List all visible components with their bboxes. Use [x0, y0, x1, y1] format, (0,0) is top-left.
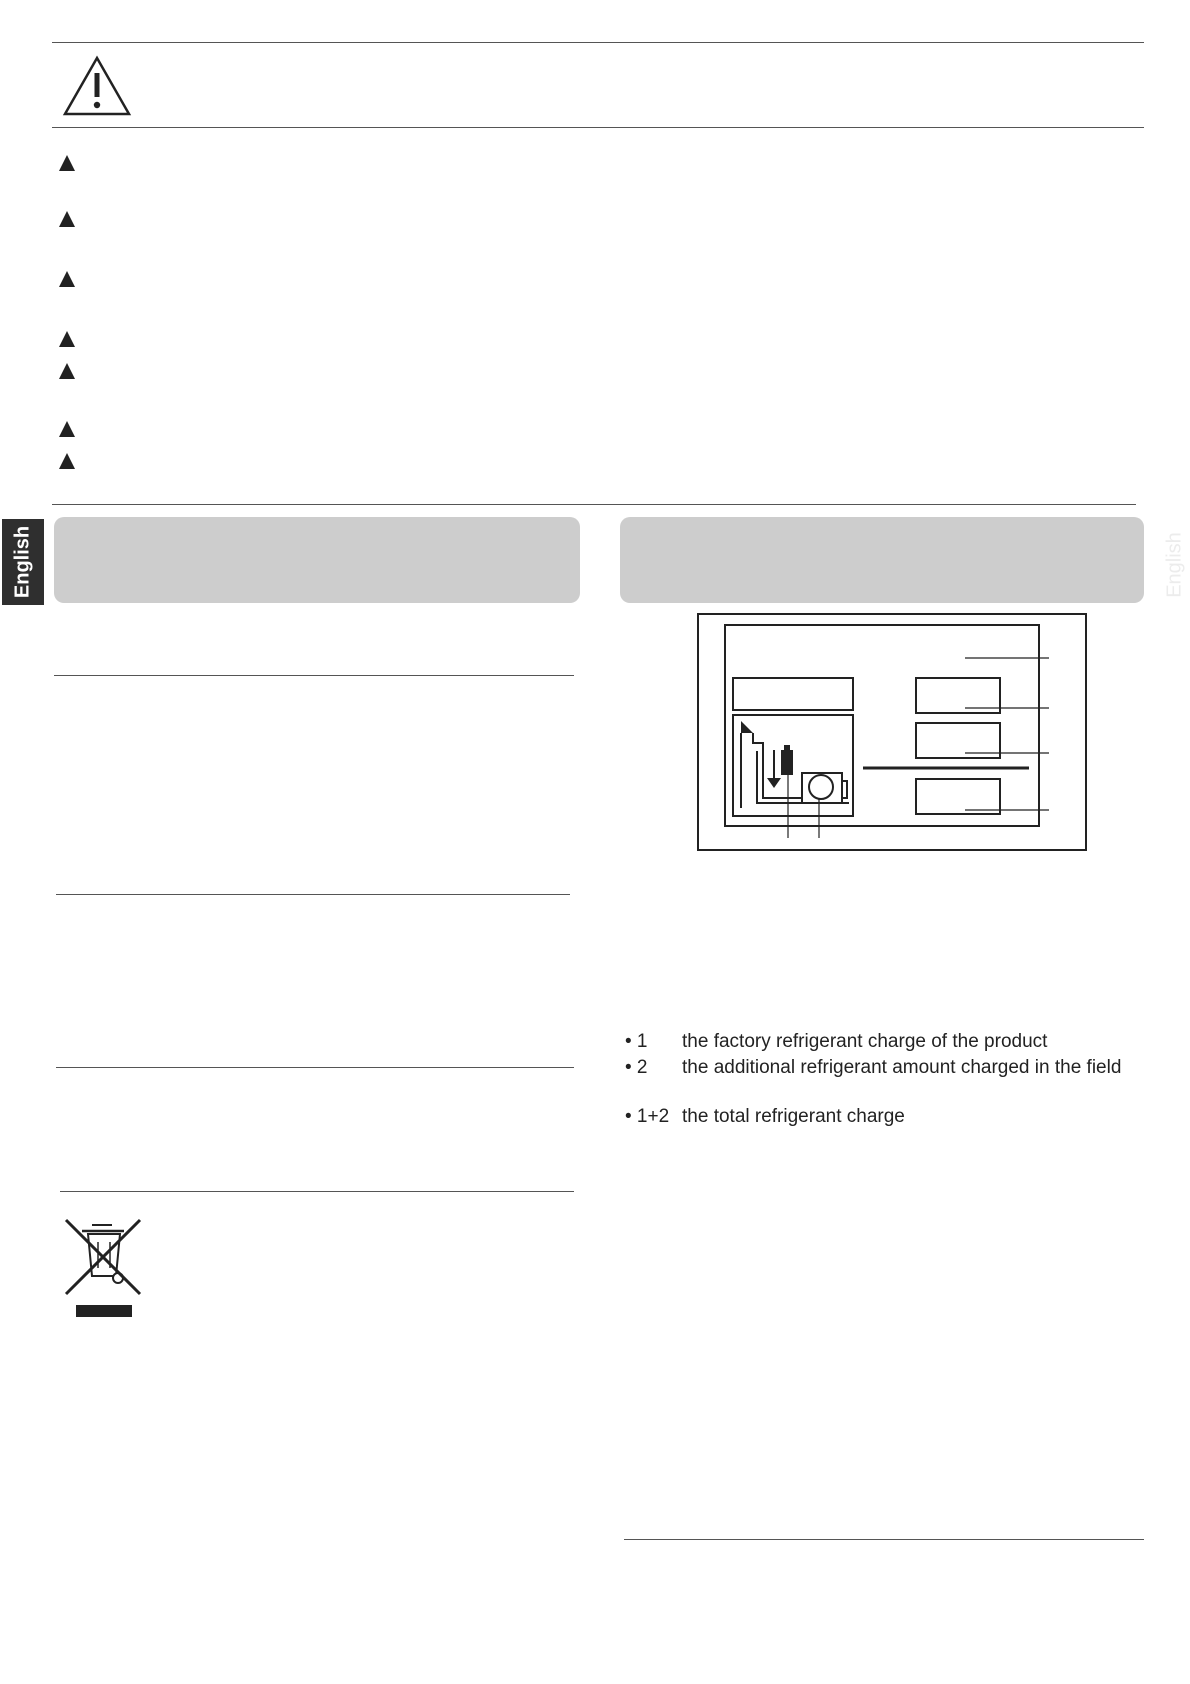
- language-ghost-tab: [1160, 520, 1190, 610]
- right-section-banner: [620, 517, 1144, 603]
- crossed-out-wheeled-bin-icon: [62, 1216, 146, 1320]
- list-item-text: the factory refrigerant charge of the product: [682, 1031, 1048, 1052]
- warning-triangle-icon: [62, 55, 132, 117]
- triangle-bullet-icon: [58, 420, 76, 438]
- left-rule-4: [60, 1191, 574, 1192]
- list-item: [625, 1106, 905, 1128]
- triangle-bullet-icon: [58, 452, 76, 470]
- left-section-banner: [54, 517, 580, 603]
- left-rule-3: [56, 1067, 574, 1068]
- language-side-tab[interactable]: [2, 519, 44, 605]
- list-item-number: • 1: [625, 1031, 648, 1052]
- refrigerant-label-diagram: [697, 613, 1087, 851]
- header-bottom-rule: [52, 127, 1144, 128]
- language-side-tab-label: English: [11, 525, 34, 599]
- triangle-bullet-icon: [58, 362, 76, 380]
- language-ghost-tab-label: English: [1163, 532, 1186, 598]
- triangle-bullet-icon: [58, 210, 76, 228]
- list-item: [625, 1057, 1121, 1079]
- list-item-text: the additional refrigerant amount charged in the field: [682, 1057, 1122, 1078]
- left-rule-2: [56, 894, 570, 895]
- list-item-number: • 1+2: [625, 1106, 670, 1127]
- left-rule-1: [54, 675, 574, 676]
- list-item: [625, 1031, 1047, 1053]
- triangle-bullet-icon: [58, 154, 76, 172]
- triangle-bullet-icon: [58, 330, 76, 348]
- top-rule: [52, 42, 1144, 43]
- list-item-text: the total refrigerant charge: [682, 1106, 905, 1127]
- right-bottom-rule: [624, 1539, 1144, 1540]
- section-divider: [52, 504, 1136, 505]
- triangle-bullet-icon: [58, 270, 76, 288]
- list-item-number: • 2: [625, 1057, 648, 1078]
